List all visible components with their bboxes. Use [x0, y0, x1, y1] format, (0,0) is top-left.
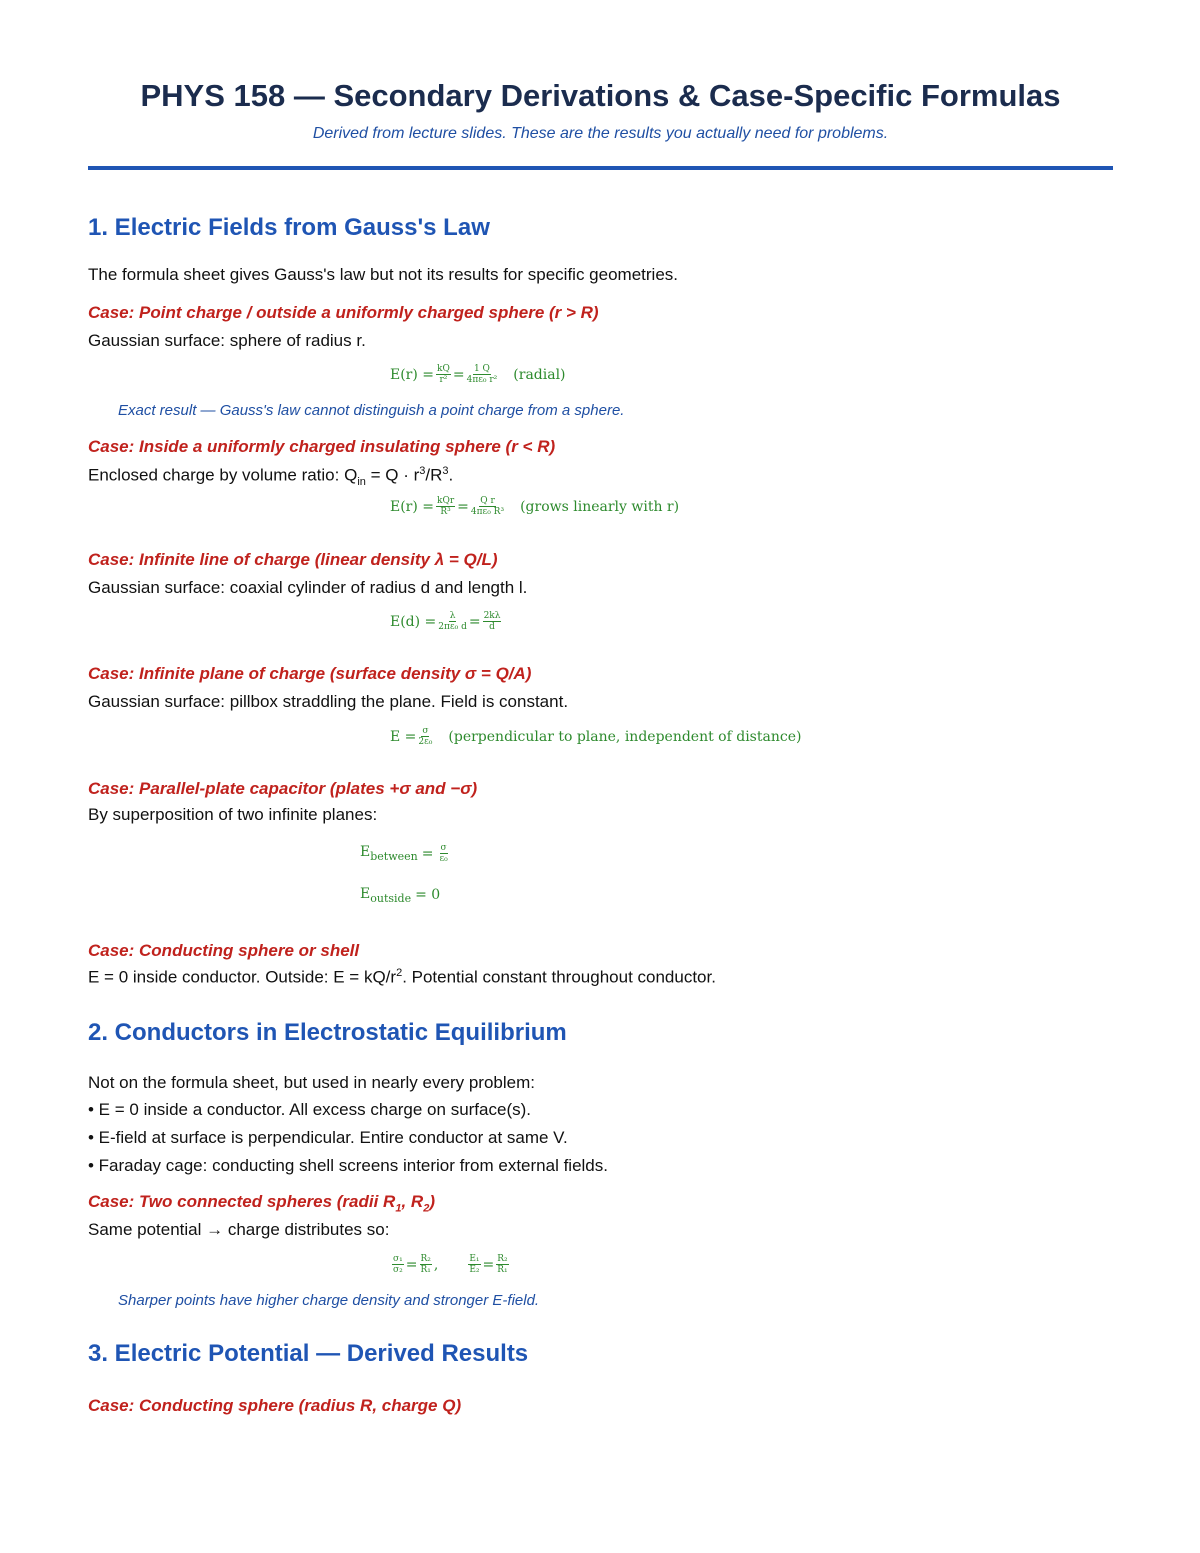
eq-equals: = — [457, 498, 469, 515]
eq-fraction — [467, 364, 498, 385]
page-title: PHYS 158 — Secondary Derivations & Case-Specific Formulas — [140, 78, 1061, 113]
section-heading-conductors: 2. Conductors in Electrostatic Equilibrium — [88, 1019, 567, 1046]
eq-lhs: E(r) = — [390, 366, 435, 383]
subscript: in — [357, 476, 366, 489]
eq-annotation: (perpendicular to plane, independent of distance) — [448, 728, 802, 745]
eq-symbol: E — [360, 844, 371, 861]
case-title-point-charge: Case: Point charge / outside a uniformly charged sphere (r > R) — [88, 303, 599, 322]
equation-point-charge — [390, 364, 566, 385]
superscript: 2 — [396, 967, 403, 979]
eq-den: σ₂ — [393, 1265, 403, 1275]
eq-annotation: (radial) — [513, 366, 566, 383]
title-divider — [88, 166, 1113, 170]
text-part: = Q · r — [365, 465, 420, 485]
section-heading-potential: 3. Electric Potential — Derived Results — [88, 1340, 529, 1367]
eq-den: 4πε₀ r² — [466, 375, 498, 385]
text-part: , R — [401, 1192, 424, 1211]
eq-fraction — [436, 496, 455, 517]
case-text: Gaussian surface: pillbox straddling the plane. Field is constant. — [88, 692, 569, 711]
subscript: 1 — [395, 1202, 402, 1215]
superscript: 3 — [442, 465, 449, 477]
text-part: ) — [429, 1192, 435, 1211]
eq-num: R₂ — [497, 1254, 508, 1264]
eq-num: 1 Q — [473, 364, 490, 374]
subscript: between — [370, 849, 418, 863]
case-title-line-charge: Case: Infinite line of charge (linear density λ = Q/L) — [88, 550, 498, 569]
eq-fraction — [471, 496, 504, 517]
eq-lhs: E(d) = — [390, 613, 437, 630]
eq-fraction — [496, 1254, 508, 1275]
case-text: Gaussian surface: sphere of radius r. — [88, 331, 366, 350]
equation-capacitor-between — [360, 843, 450, 864]
eq-lhs: E(r) = — [390, 498, 435, 515]
eq-lhs — [360, 844, 418, 863]
eq-fraction — [420, 1254, 432, 1275]
eq-annotation: (grows linearly with r) — [520, 498, 680, 515]
case-title-plane-charge: Case: Infinite plane of charge (surface density σ = Q/A) — [88, 664, 532, 683]
section-intro: The formula sheet gives Gauss's law but not its results for specific geometries. — [88, 265, 678, 284]
eq-num: kQ — [437, 364, 450, 374]
eq-fraction — [483, 611, 502, 632]
list-item: • E-field at surface is perpendicular. Entire conductor at same V. — [88, 1128, 568, 1147]
eq-equals: = — [421, 845, 434, 862]
subscript: 2 — [423, 1202, 430, 1215]
eq-lhs — [360, 886, 411, 905]
list-item: • E = 0 inside a conductor. All excess charge on surface(s). — [88, 1100, 531, 1119]
case-title-conducting-sphere-potential: Case: Conducting sphere (radius R, charge Q) — [88, 1396, 462, 1415]
equation-inside-sphere — [390, 496, 679, 517]
eq-fraction — [392, 1254, 404, 1275]
eq-rhs: = 0 — [415, 887, 441, 904]
equation-line-charge — [390, 611, 503, 632]
eq-num: kQr — [437, 496, 455, 506]
eq-equals: = — [452, 366, 465, 383]
section-intro: Not on the formula sheet, but used in nearly every problem: — [88, 1073, 535, 1092]
section-heading-gauss: 1. Electric Fields from Gauss's Law — [88, 214, 490, 241]
eq-equals: = — [468, 613, 481, 630]
eq-equals: = — [405, 1256, 418, 1273]
eq-num: Q r — [480, 496, 495, 506]
eq-num: σ — [440, 843, 447, 853]
eq-den: d — [489, 622, 495, 632]
note: Exact result — Gauss's law cannot distinguish a point charge from a sphere. — [118, 402, 625, 419]
eq-fraction — [418, 726, 432, 747]
case-title-capacitor: Case: Parallel-plate capacitor (plates +σ and −σ) — [88, 779, 478, 798]
text-part: /R — [425, 465, 443, 485]
text-part: Enclosed charge by volume ratio: Q — [88, 465, 358, 485]
page-subtitle: Derived from lecture slides. These are the results you actually need for problems. — [312, 125, 889, 142]
case-title-conducting-sphere: Case: Conducting sphere or shell — [88, 941, 360, 960]
eq-separator: , — [433, 1256, 439, 1273]
eq-den: 2ε₀ — [418, 737, 433, 747]
text-part: E = 0 inside conductor. Outside: E = kQ/r — [88, 967, 397, 987]
eq-num: E₁ — [469, 1254, 480, 1264]
equation-capacitor-outside — [360, 886, 440, 905]
eq-den: ε₀ — [439, 854, 448, 864]
eq-den: R³ — [440, 507, 451, 517]
eq-num: σ₁ — [393, 1254, 403, 1264]
text-part: Case: Two connected spheres (radii R — [88, 1192, 396, 1211]
case-text — [88, 967, 716, 988]
text-part: . — [448, 465, 454, 485]
eq-den: r² — [439, 375, 448, 385]
eq-lhs: E = — [390, 728, 417, 745]
eq-num: 2kλ — [483, 611, 501, 621]
eq-symbol: E — [360, 886, 371, 902]
eq-fraction — [468, 1254, 480, 1275]
eq-den: 2πε₀ d — [438, 622, 467, 632]
eq-num: λ — [449, 611, 456, 621]
superscript: 3 — [419, 465, 426, 477]
eq-equals: = — [482, 1256, 495, 1273]
eq-fraction — [438, 611, 467, 632]
eq-den: 4πε₀ R³ — [470, 507, 505, 517]
note: Sharper points have higher charge density and stronger E-field. — [118, 1292, 540, 1309]
case-title-inside-sphere: Case: Inside a uniformly charged insulating sphere (r < R) — [88, 437, 556, 456]
eq-num: R₂ — [420, 1254, 431, 1264]
equation-connected-spheres — [390, 1254, 511, 1275]
subscript: outside — [370, 891, 412, 905]
case-text: Gaussian surface: coaxial cylinder of radius d and length l. — [88, 578, 528, 597]
case-text: Same potential → charge distributes so: — [88, 1220, 390, 1239]
case-text — [88, 465, 453, 488]
eq-num: σ — [422, 726, 429, 736]
case-text: By superposition of two infinite planes: — [88, 805, 378, 824]
eq-den: E₂ — [469, 1265, 480, 1275]
eq-den: R₁ — [497, 1265, 508, 1275]
text-part: . Potential constant throughout conductor. — [402, 967, 716, 987]
eq-fraction — [436, 364, 451, 385]
eq-fraction — [439, 843, 447, 864]
eq-den: R₁ — [420, 1265, 431, 1275]
case-title-connected-spheres — [88, 1192, 435, 1214]
list-item: • Faraday cage: conducting shell screens interior from external fields. — [88, 1156, 608, 1175]
equation-plane-charge — [390, 726, 801, 747]
